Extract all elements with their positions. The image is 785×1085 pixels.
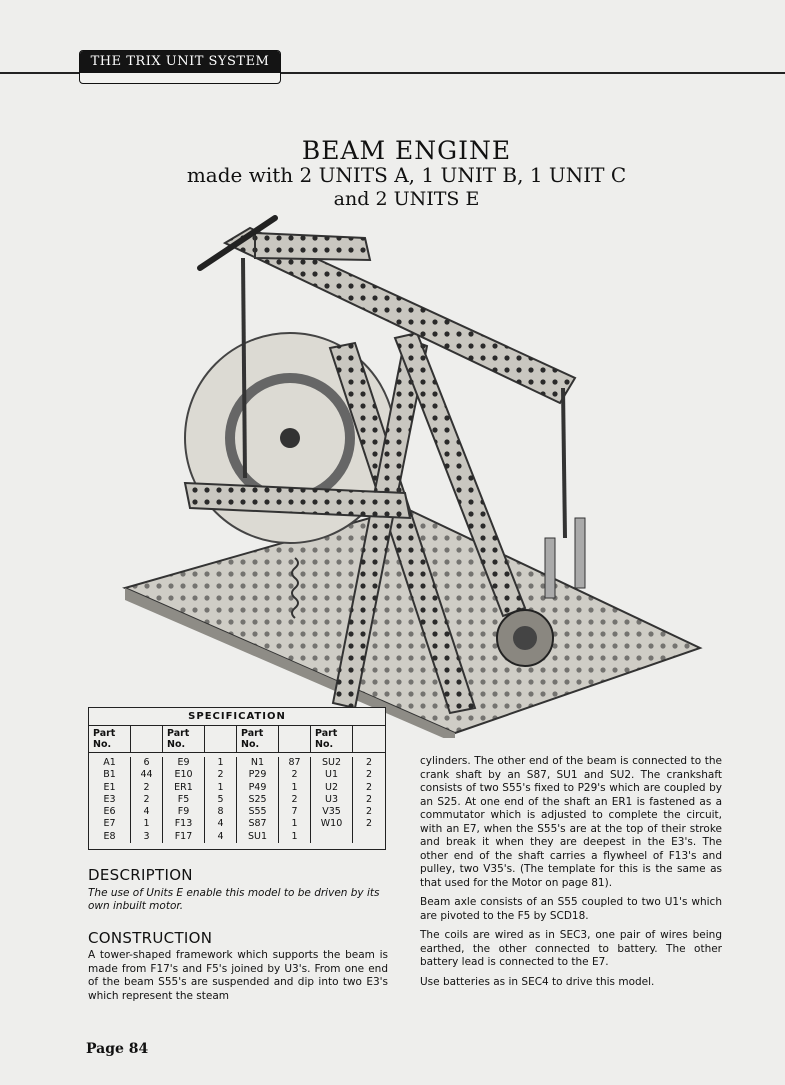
table-row xyxy=(89,794,163,806)
table-row xyxy=(311,782,385,794)
table-row xyxy=(237,806,311,818)
table-row xyxy=(311,831,385,843)
part-code: F5 xyxy=(163,794,205,806)
part-code: E8 xyxy=(89,831,131,843)
part-code: B1 xyxy=(89,769,131,781)
part-quantity: 6 xyxy=(131,757,163,769)
part-quantity: 8 xyxy=(205,806,237,818)
part-code: P29 xyxy=(237,769,279,781)
part-quantity: 2 xyxy=(131,794,163,806)
part-code: E9 xyxy=(163,757,205,769)
header-tab xyxy=(79,50,281,84)
table-row xyxy=(163,782,237,794)
table-row xyxy=(311,818,385,830)
part-code: F17 xyxy=(163,831,205,843)
spec-column xyxy=(311,757,385,843)
table-row xyxy=(89,806,163,818)
part-quantity: 2 xyxy=(365,818,373,830)
construction-heading: CONSTRUCTION xyxy=(88,929,213,947)
part-quantity: 3 xyxy=(131,831,163,843)
part-code: E6 xyxy=(89,806,131,818)
part-quantity: 1 xyxy=(279,818,311,830)
beam-engine-illustration xyxy=(105,208,705,738)
part-quantity: 2 xyxy=(365,781,373,793)
description-heading: DESCRIPTION xyxy=(88,866,193,884)
part-quantity: 1 xyxy=(131,818,163,830)
page-subtitle-line1: made with 2 UNITS A, 1 UNIT B, 1 UNIT C xyxy=(186,163,627,187)
right-column-text xyxy=(420,755,722,995)
part-code: E1 xyxy=(89,782,131,794)
part-code: N1 xyxy=(237,757,279,769)
paragraph: cylinders. The other end of the beam is connected to the crank shaft by an S87, SU1 and SU2. The crankshaft consists of two S55's fixed to P29's which are coupled by an S25. At one end of the shaft an ER1 is fastened as a commutator which is adjusted to complete the circuit, with an E7, when the S55's are at the top of their stroke and break it when they are deepest in the E3's. The other end of the shaft carries a flywheel of F13's and pulley, two V35's. (The template for this is the same as that used for the Motor on page 81). xyxy=(420,755,722,889)
specification-table xyxy=(88,707,386,850)
part-quantity: 1 xyxy=(279,782,311,794)
part-quantity: 4 xyxy=(205,831,237,843)
part-code: E3 xyxy=(89,794,131,806)
part-quantity: 2 xyxy=(279,769,311,781)
part-code: F13 xyxy=(163,818,205,830)
part-code: S87 xyxy=(237,818,279,830)
spec-title: SPECIFICATION xyxy=(89,708,385,726)
page-title: BEAM ENGINE xyxy=(301,136,512,165)
part-quantity: 4 xyxy=(131,806,163,818)
part-code: U3 xyxy=(311,794,353,806)
page-subtitle-line2: and 2 UNITS E xyxy=(333,188,480,210)
table-row xyxy=(237,831,311,843)
spec-header: Part No. Part No. Part No. Part No. xyxy=(89,726,385,753)
spec-body xyxy=(89,753,385,843)
table-row xyxy=(311,806,385,818)
part-code: E10 xyxy=(163,769,205,781)
part-code: F9 xyxy=(163,806,205,818)
part-quantity: 1 xyxy=(279,831,311,843)
part-code xyxy=(311,831,353,843)
part-quantity: 2 xyxy=(365,769,373,781)
table-row xyxy=(89,757,163,769)
part-code: S25 xyxy=(237,794,279,806)
table-row xyxy=(163,831,237,843)
header-label: THE TRIX UNIT SYSTEM xyxy=(80,51,280,73)
part-quantity: 2 xyxy=(365,793,373,805)
part-code: S55 xyxy=(237,806,279,818)
table-row xyxy=(163,757,237,769)
table-row xyxy=(89,818,163,830)
part-quantity: 44 xyxy=(131,769,163,781)
part-quantity: 87 xyxy=(279,757,311,769)
paragraph: Use batteries as in SEC4 to drive this model. xyxy=(420,975,655,988)
part-quantity: 2 xyxy=(205,769,237,781)
table-row xyxy=(163,818,237,830)
table-row xyxy=(163,794,237,806)
part-quantity: 5 xyxy=(205,794,237,806)
part-code: E7 xyxy=(89,818,131,830)
part-code: ER1 xyxy=(163,782,205,794)
part-quantity: 2 xyxy=(365,757,373,768)
part-code: A1 xyxy=(89,757,131,769)
spec-column xyxy=(89,757,163,843)
part-quantity: 7 xyxy=(279,806,311,818)
part-quantity: 2 xyxy=(131,782,163,794)
description-text: The use of Units E enable this model to be driven by its own inbuilt motor. xyxy=(88,887,380,912)
paragraph: Beam axle consists of an S55 coupled to two U1's which are pivoted to the F5 by SCD18. xyxy=(420,896,722,922)
construction-text: A tower-shaped framework which supports the beam is made from F17's and F5's joined by U3's. From one end of the beam S55's are suspended and dip into two E3's which represent the steam xyxy=(88,949,388,1002)
table-row xyxy=(311,794,385,806)
table-row xyxy=(237,757,311,769)
table-row xyxy=(237,769,311,781)
page-number: Page 84 xyxy=(86,1041,149,1057)
paragraph: The coils are wired as in SEC3, one pair of wires being earthed, the other connected to battery. The other battery lead is connected to the E7. xyxy=(420,929,722,968)
table-row xyxy=(89,782,163,794)
table-row xyxy=(163,806,237,818)
part-code: P49 xyxy=(237,782,279,794)
table-row xyxy=(311,757,385,769)
part-quantity: 1 xyxy=(205,757,237,769)
part-code: SU1 xyxy=(237,831,279,843)
spec-column xyxy=(237,757,311,843)
part-quantity xyxy=(353,831,385,843)
part-quantity: 2 xyxy=(365,806,373,818)
part-code: U2 xyxy=(311,782,353,794)
table-row xyxy=(89,831,163,843)
part-code: U1 xyxy=(311,769,353,781)
table-row xyxy=(311,769,385,781)
table-row xyxy=(89,769,163,781)
part-code: V35 xyxy=(311,806,353,818)
part-quantity: 4 xyxy=(205,818,237,830)
table-row xyxy=(163,769,237,781)
part-code: SU2 xyxy=(311,757,353,769)
table-row xyxy=(237,818,311,830)
part-quantity: 2 xyxy=(279,794,311,806)
part-code: W10 xyxy=(311,818,353,830)
table-row xyxy=(237,782,311,794)
part-quantity: 1 xyxy=(205,782,237,794)
table-row xyxy=(237,794,311,806)
spec-column xyxy=(163,757,237,843)
